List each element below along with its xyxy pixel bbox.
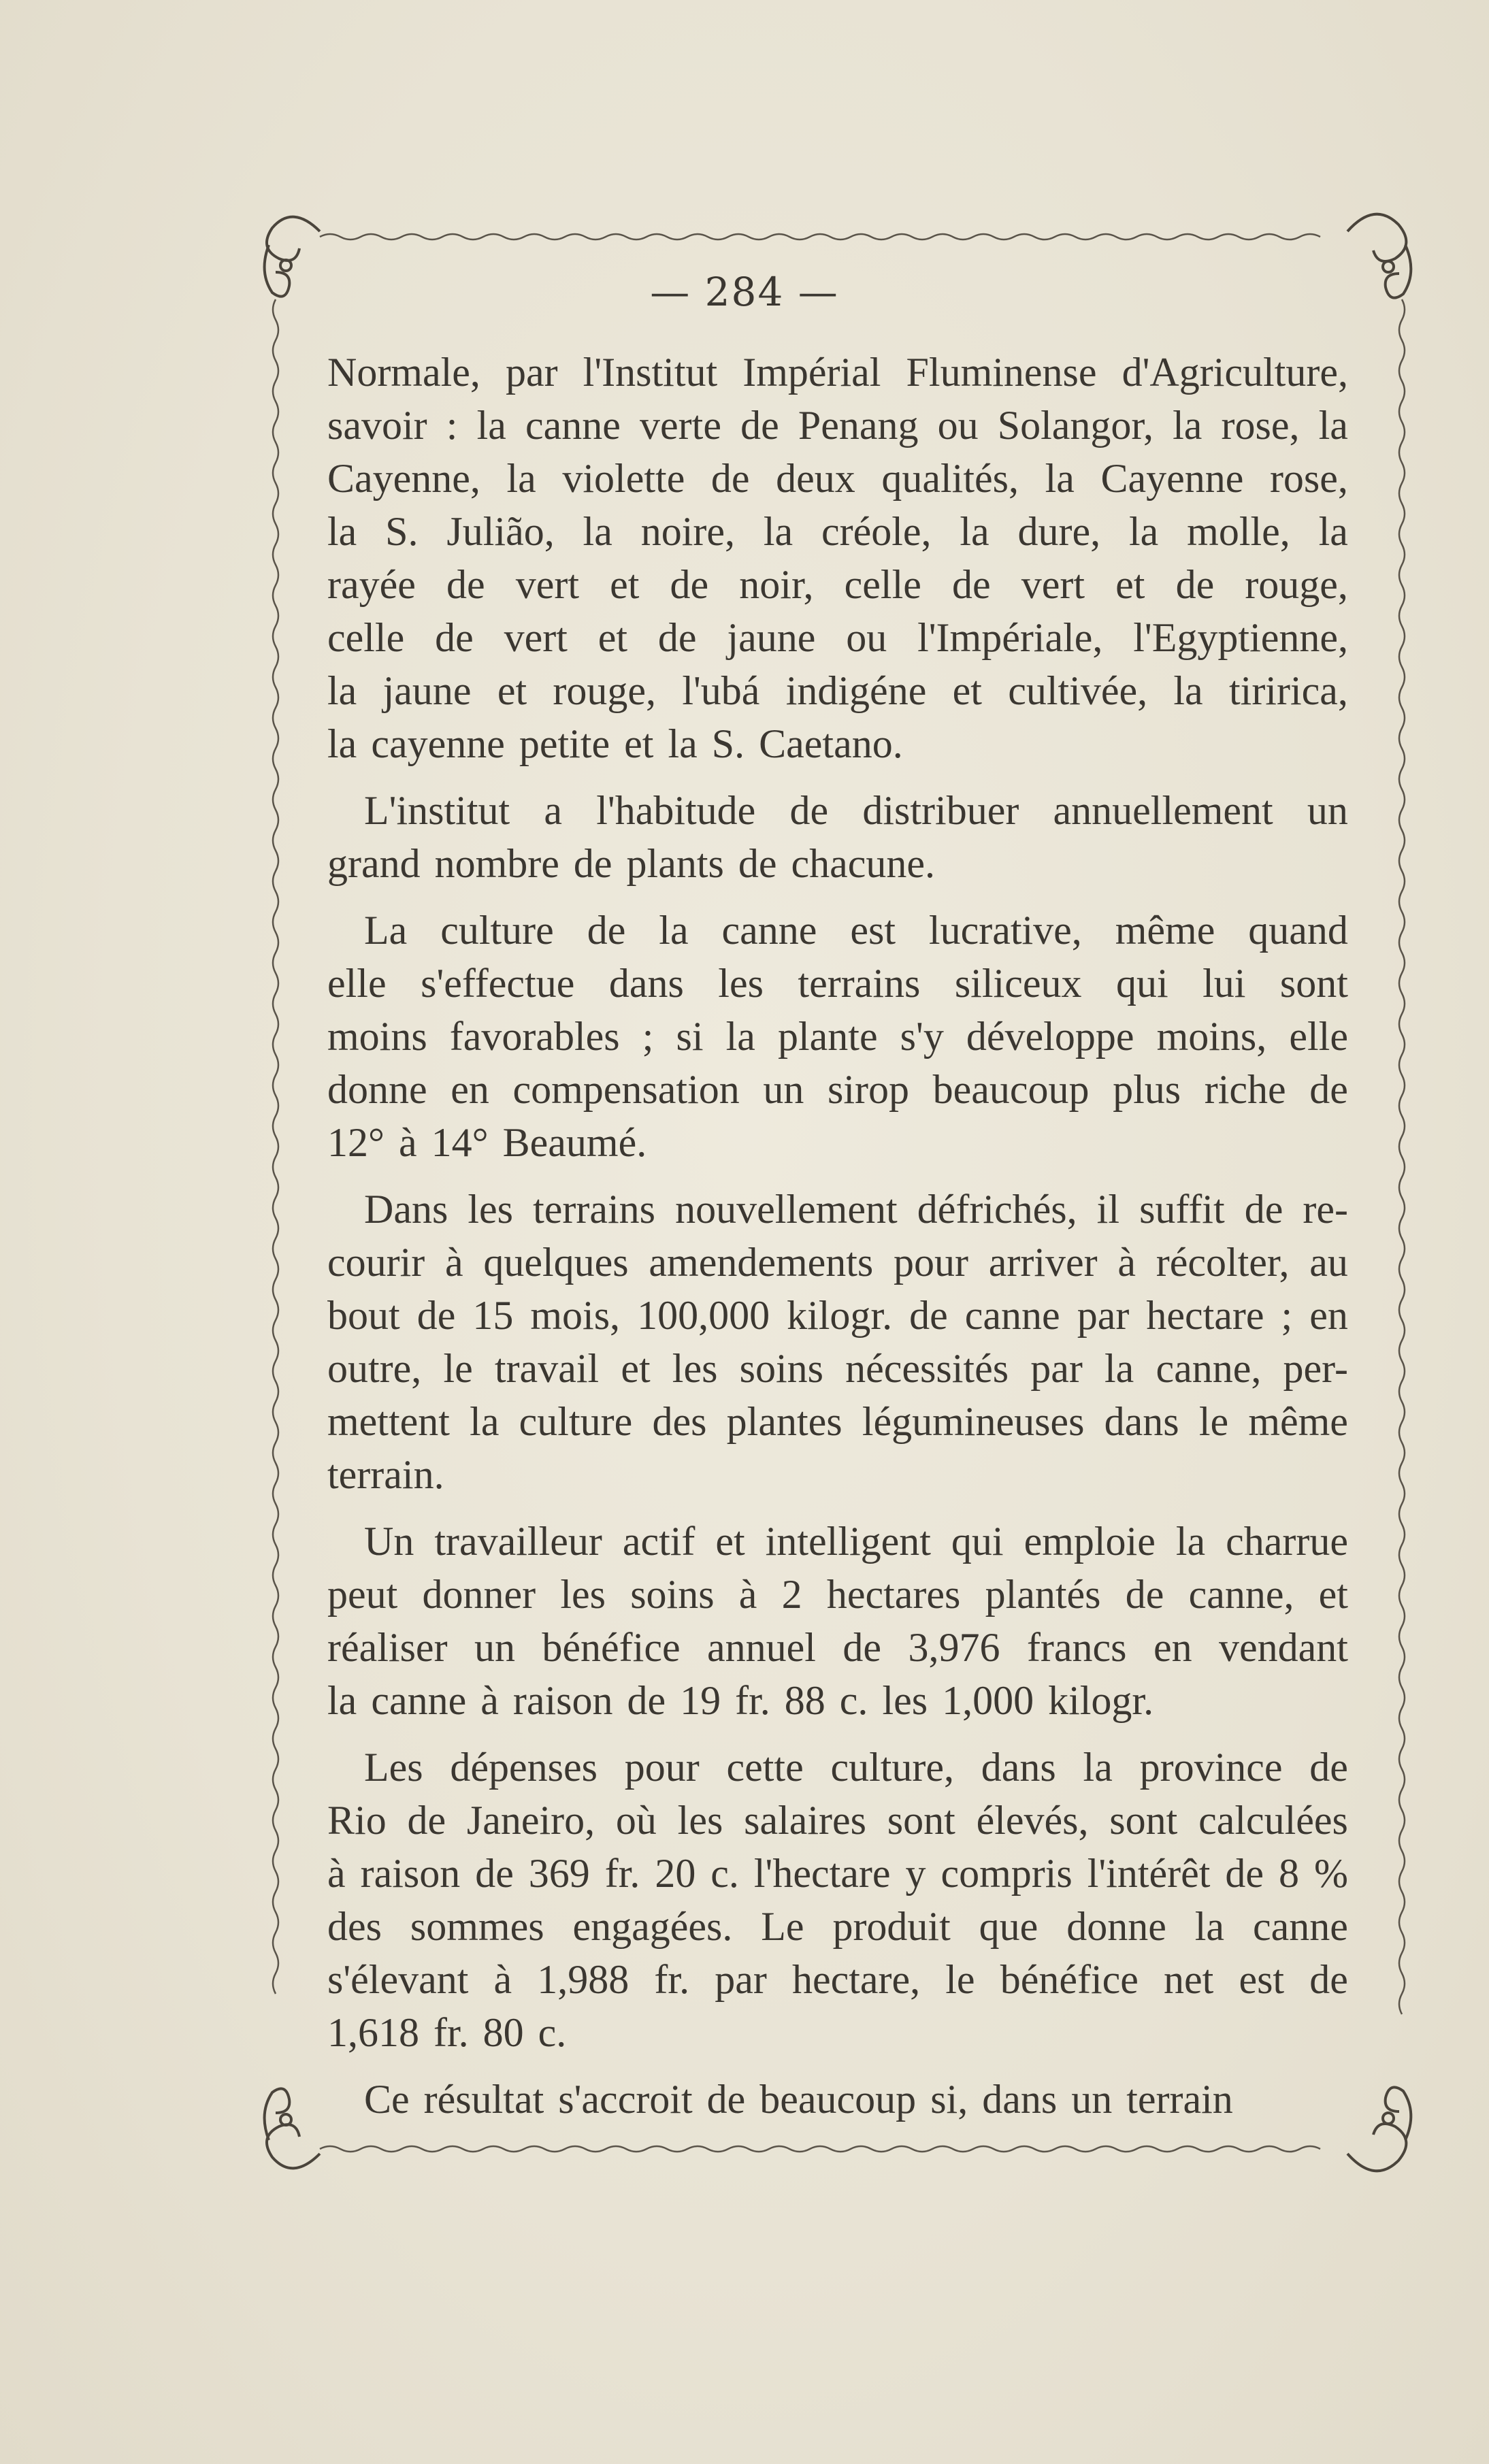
text-line: s'élevant à 1,988 fr. par hectare, le bénéfice net est de <box>327 1957 1348 2002</box>
text-line: peut donner les soins à 2 hectares plantés de canne, et <box>327 1572 1348 1617</box>
text-line: Normale, par l'Institut Impérial Fluminense d'Agriculture, <box>327 350 1348 395</box>
page-number: — 284 — <box>650 269 839 315</box>
paragraph <box>327 346 1348 770</box>
paragraph <box>327 2073 1348 2126</box>
text-line: la cayenne petite et la S. Caetano. <box>327 721 903 766</box>
text-line: 1,618 fr. 80 c. <box>327 2010 567 2055</box>
text-line: L'institut a l'habitude de distribuer annuellement un <box>364 788 1348 833</box>
paragraph-gap <box>327 890 1348 904</box>
text-line: Un travailleur actif et intelligent qui emploie la charrue <box>364 1519 1348 1564</box>
text-line: moins favorables ; si la plante s'y développe moins, elle <box>327 1014 1348 1059</box>
body-text <box>327 346 1348 2126</box>
text-line: La culture de la canne est lucrative, même quand <box>364 908 1348 953</box>
text-line: grand nombre de plants de chacune. <box>327 841 936 886</box>
paragraph <box>327 784 1348 890</box>
paragraph-gap <box>327 1501 1348 1515</box>
border-bottom-wave <box>320 2146 1320 2152</box>
text-line: Cayenne, la violette de deux qualités, la Cayenne rose, <box>327 456 1348 501</box>
paragraph-gap <box>327 1727 1348 1741</box>
text-line: la canne à raison de 19 fr. 88 c. les 1,000 kilogr. <box>327 1678 1154 1723</box>
text-line: à raison de 369 fr. 20 c. l'hectare y compris l'intérêt de 8 % <box>327 1851 1348 1896</box>
text-line: Ce résultat s'accroit de beaucoup si, dans un terrain <box>364 2077 1233 2122</box>
border-right-wave <box>1399 299 1405 2014</box>
text-line: Dans les terrains nouvellement défrichés, il suffit de re- <box>364 1187 1348 1232</box>
text-line: des sommes engagées. Le produit que donne la canne <box>327 1904 1348 1949</box>
border-top-wave <box>320 234 1320 240</box>
paragraph-gap <box>327 770 1348 784</box>
text-line: la S. Julião, la noire, la créole, la dure, la molle, la <box>327 509 1348 554</box>
text-line: donne en compensation un sirop beaucoup plus riche de <box>327 1067 1348 1112</box>
paragraph <box>327 904 1348 1169</box>
border-left-wave <box>273 299 278 1994</box>
text-line: savoir : la canne verte de Penang ou Solangor, la rose, la <box>327 403 1348 448</box>
text-line: 12° à 14° Beaumé. <box>327 1120 647 1165</box>
paragraph-gap <box>327 2059 1348 2073</box>
corner-ornament-bottom-right <box>1347 2087 1411 2171</box>
paragraph <box>327 1741 1348 2059</box>
text-line: Rio de Janeiro, où les salaires sont élevés, sont calculées <box>327 1798 1348 1843</box>
text-line: la jaune et rouge, l'ubá indigéne et cultivée, la tiririca, <box>327 668 1348 713</box>
text-line: Les dépenses pour cette culture, dans la province de <box>364 1745 1348 1790</box>
text-line: rayée de vert et de noir, celle de vert et de rouge, <box>327 562 1348 607</box>
text-line: celle de vert et de jaune ou l'Impériale, l'Egyptienne, <box>327 615 1348 660</box>
text-line: terrain. <box>327 1452 444 1497</box>
text-line: réaliser un bénéfice annuel de 3,976 francs en vendant <box>327 1625 1348 1670</box>
paragraph-gap <box>327 1169 1348 1183</box>
text-line: outre, le travail et les soins nécessités par la canne, per- <box>327 1346 1348 1391</box>
text-line: courir à quelques amendements pour arriver à récolter, au <box>327 1240 1348 1285</box>
paragraph <box>327 1183 1348 1501</box>
paragraph <box>327 1515 1348 1727</box>
text-line: mettent la culture des plantes légumineuses dans le même <box>327 1399 1348 1444</box>
text-line: elle s'effectue dans les terrains siliceux qui lui sont <box>327 961 1348 1006</box>
text-line: bout de 15 mois, 100,000 kilogr. de canne par hectare ; en <box>327 1293 1348 1338</box>
corner-ornament-bottom-left <box>265 2088 320 2168</box>
